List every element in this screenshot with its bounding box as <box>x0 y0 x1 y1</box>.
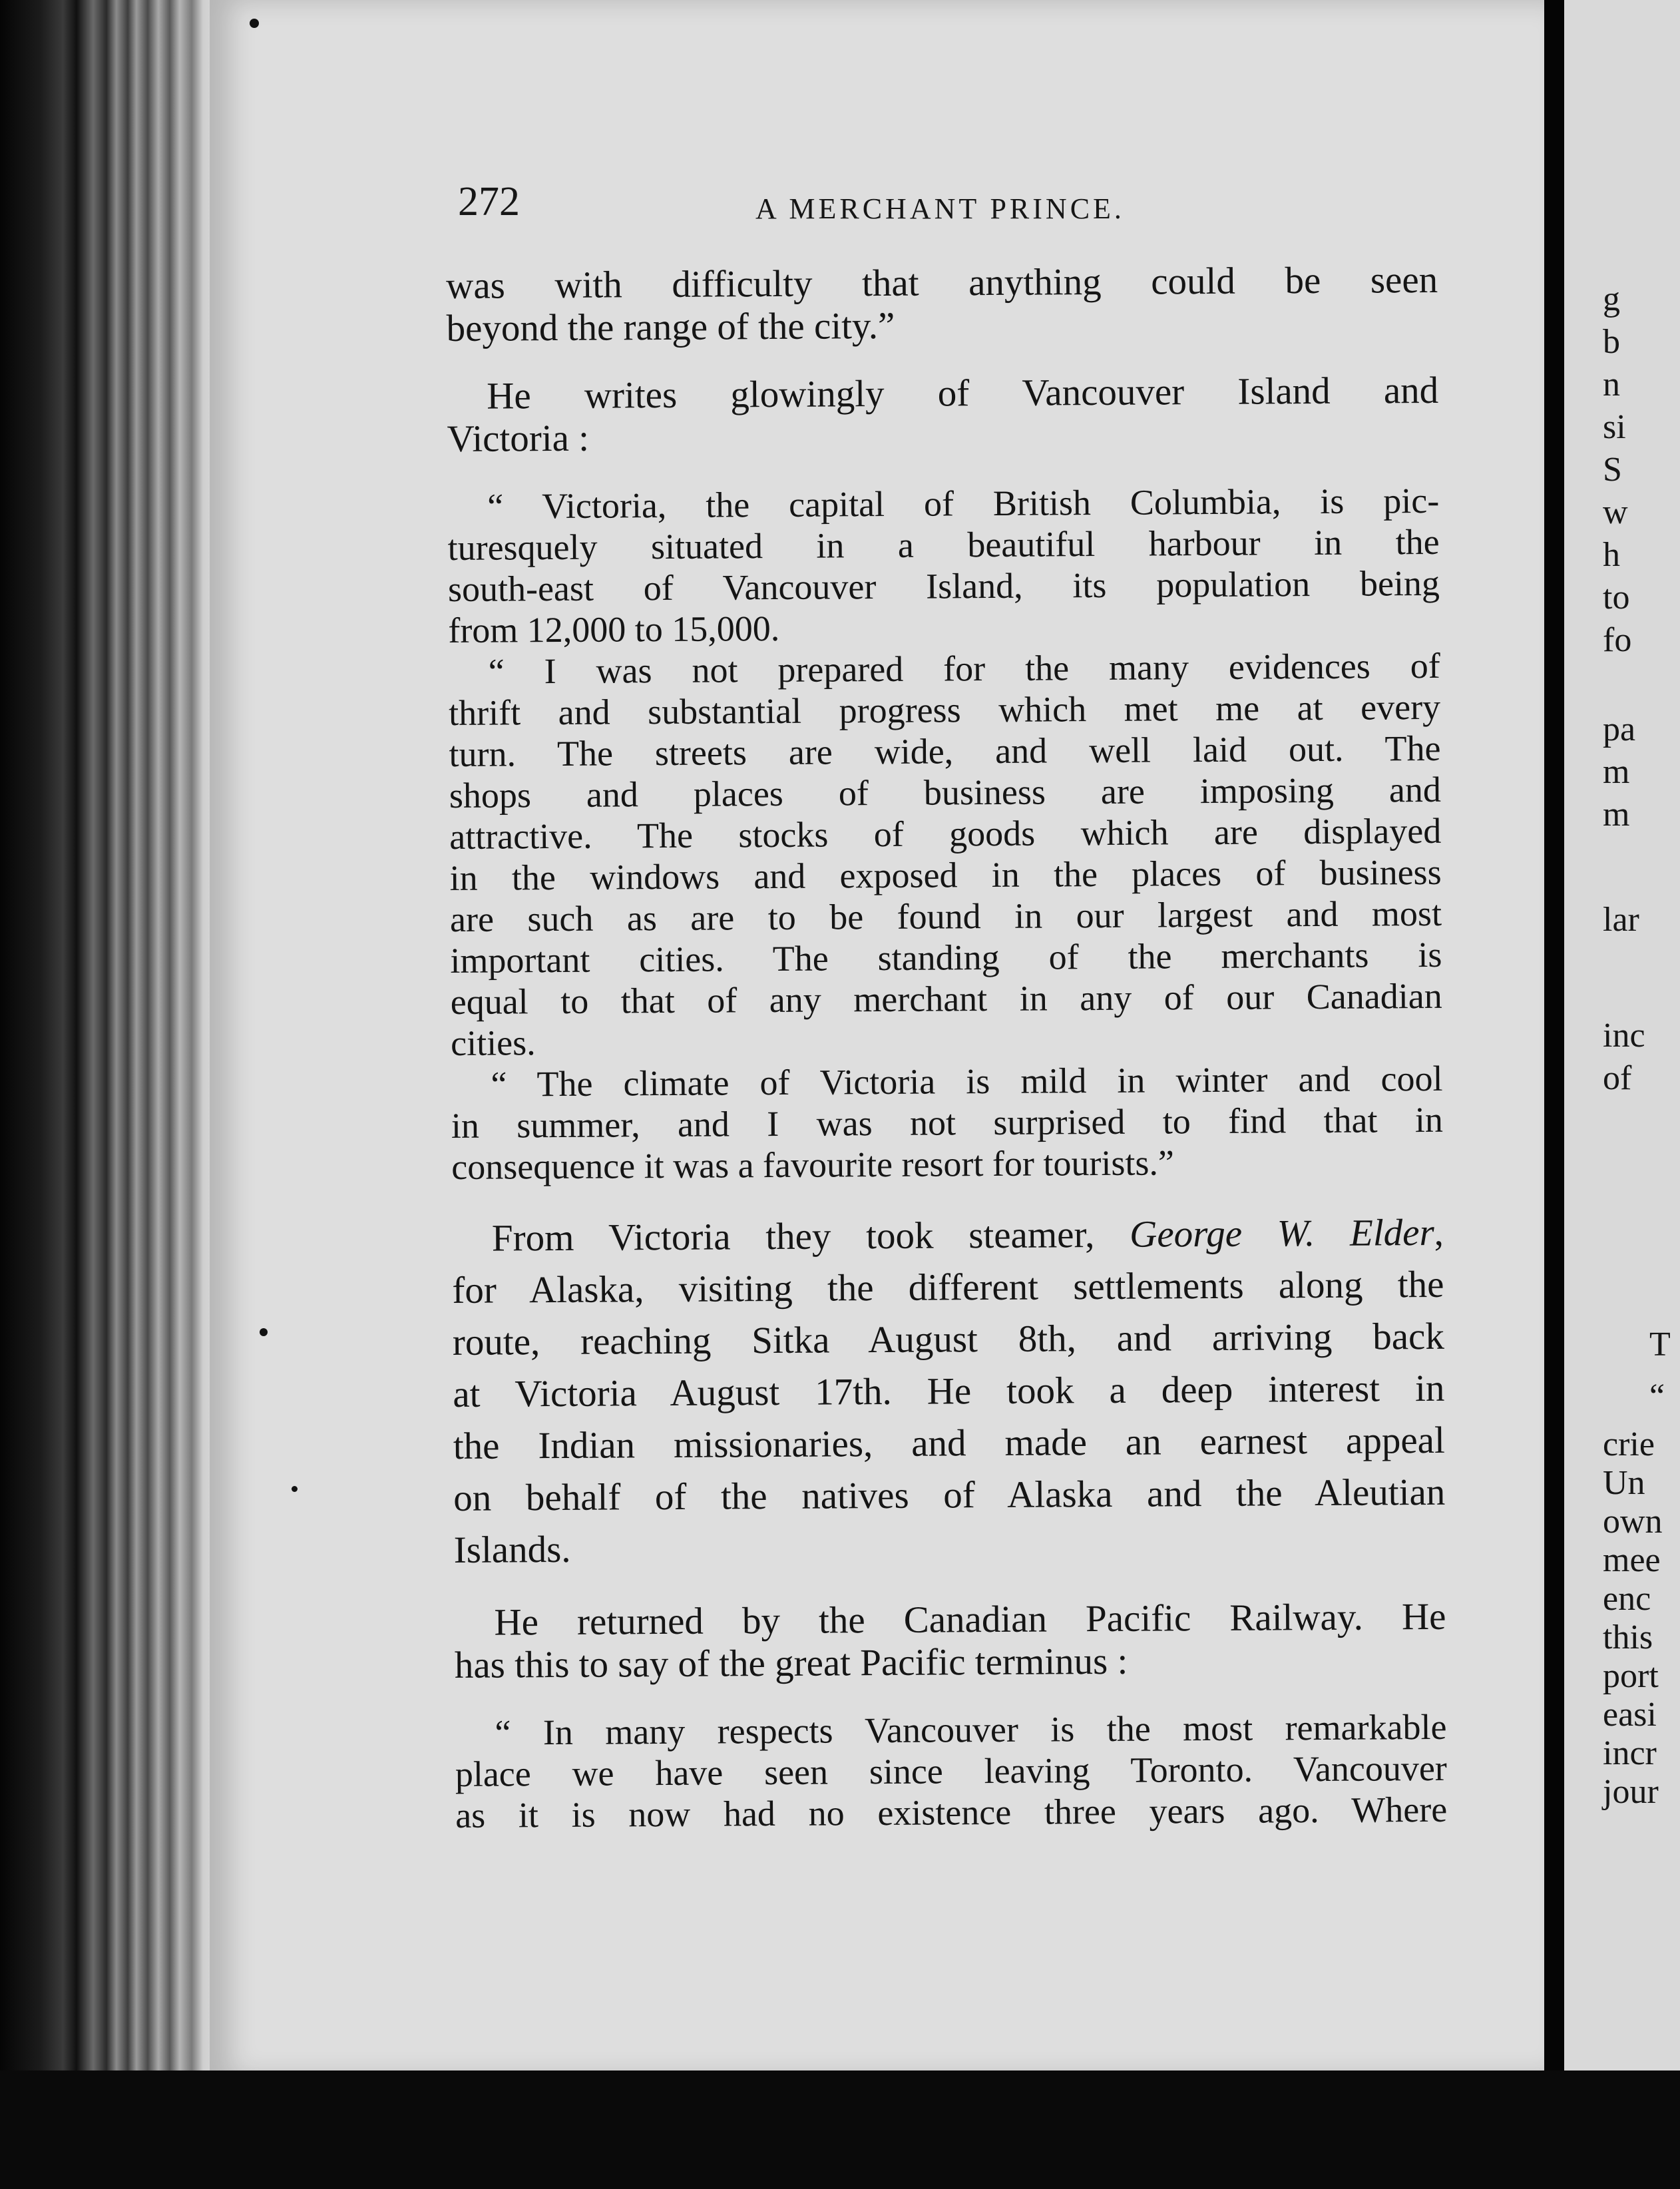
text-fragment: From Victoria they took steamer, George W. Elder, <box>491 1211 1444 1260</box>
running-head: A MERCHANT PRINCE. <box>755 192 1125 225</box>
fragment-text: g <box>1603 280 1620 318</box>
text-line: “ In many respects Vancouver is the most remarkable <box>495 1706 1447 1753</box>
paragraph <box>454 1596 1446 1687</box>
fragment-text: fo <box>1603 621 1632 659</box>
paragraph <box>447 369 1439 461</box>
fragment-text: port <box>1603 1657 1659 1695</box>
page-number: 272 <box>458 179 520 224</box>
quoted-paragraph <box>451 1058 1443 1188</box>
fragment-text: incr <box>1603 1734 1657 1772</box>
text-line: cities. <box>450 1023 536 1063</box>
text-line: beyond the range of the city.” <box>446 304 895 350</box>
fragment-text: m <box>1603 753 1630 791</box>
text-line: important cities. The standing of the merchants is <box>450 934 1442 981</box>
text-line: has this to say of the great Pacific terminus : <box>454 1640 1128 1686</box>
text-line: as it is now had no existence three years ago. Where <box>455 1789 1448 1835</box>
text-line: place we have seen since leaving Toronto. Vancouver <box>455 1748 1448 1794</box>
fragment-text: h <box>1603 536 1620 574</box>
fragment-text: jour <box>1603 1773 1659 1811</box>
fragment-text: w <box>1603 493 1628 531</box>
fragment-text: Un <box>1603 1464 1645 1502</box>
quoted-paragraph <box>447 480 1440 651</box>
text-line: route, reaching Sitka August 8th, and arriving back <box>452 1315 1445 1363</box>
scan-speck <box>292 1486 298 1492</box>
text-line: He returned by the Canadian Pacific Railway. He <box>494 1595 1446 1644</box>
text-line: “ Victoria, the capital of British Columbia, is pic- <box>487 480 1440 527</box>
scan-bottom-edge <box>0 2070 1680 2189</box>
quoted-paragraph <box>449 645 1443 1064</box>
text-line: thrift and substantial progress which met me at every <box>448 686 1441 733</box>
quoted-paragraph <box>455 1706 1447 1836</box>
fragment-text: lar <box>1603 901 1639 939</box>
fragment-text: pa <box>1603 710 1636 748</box>
text-line: Islands. <box>453 1528 571 1571</box>
text-line: in summer, and I was not surprised to find that in <box>451 1099 1444 1146</box>
text-line: “ I was not prepared for the many evidences of <box>488 645 1440 692</box>
fragment-text: b <box>1603 323 1620 361</box>
text-line: Victoria : <box>447 417 590 460</box>
text-line: are such as are to be found in our largest and most <box>449 893 1442 939</box>
text-line: south-east of Vancouver Island, its population being <box>447 563 1440 609</box>
fragment-text: this <box>1603 1618 1653 1656</box>
scan-speck <box>260 1328 268 1336</box>
text-line: on behalf of the natives of Alaska and the Aleutian <box>453 1471 1446 1519</box>
fragment-text: m <box>1603 796 1630 834</box>
text-line: equal to that of any merchant in any of our Canadian <box>450 975 1442 1022</box>
fragment-text: crie <box>1603 1425 1655 1463</box>
fragment-text: mee <box>1603 1541 1661 1579</box>
text-line: for Alaska, visiting the different settlements along the <box>452 1263 1444 1312</box>
text-line: was with difficulty that anything could be seen <box>446 258 1438 307</box>
fragment-text: T <box>1649 1326 1671 1363</box>
text-line: “ The climate of Victoria is mild in winter and cool <box>491 1058 1443 1104</box>
book-binding-edge <box>0 0 220 2189</box>
page-body <box>446 259 1447 1836</box>
fragment-text: n <box>1603 365 1620 403</box>
text-line: He writes glowingly of Vancouver Island and <box>487 369 1439 417</box>
fragment-text: “ <box>1649 1377 1665 1415</box>
text-line: turesquely situated in a beautiful harbour in the <box>447 521 1440 568</box>
text-line: attractive. The stocks of goods which are displayed <box>449 810 1442 857</box>
fragment-text: own <box>1603 1503 1663 1541</box>
ship-name: George W. Elder <box>1129 1211 1434 1256</box>
text-line: turn. The streets are wide, and well laid out. The <box>449 728 1441 774</box>
scan-speck <box>250 19 259 28</box>
fragment-text: easi <box>1603 1696 1657 1734</box>
fragment-text: enc <box>1603 1580 1651 1618</box>
text-line: at Victoria August 17th. He took a deep interest in <box>453 1367 1445 1415</box>
fragment-text: of <box>1603 1059 1632 1097</box>
text-line: the Indian missionaries, and made an earnest appeal <box>453 1419 1446 1467</box>
text-line: from 12,000 to 15,000. <box>448 608 780 650</box>
fragment-text: inc <box>1603 1017 1645 1055</box>
fragment-text: si <box>1603 408 1626 446</box>
fragment-text: to <box>1603 579 1630 616</box>
text-line: in the windows and exposed in the places of business <box>449 851 1442 898</box>
text-line: consequence it was a favourite resort for tourists.” <box>451 1142 1175 1187</box>
paragraph <box>446 259 1438 350</box>
paragraph <box>452 1207 1446 1577</box>
text-line: shops and places of business are imposing and <box>449 769 1442 816</box>
fragment-text: S <box>1603 451 1622 489</box>
text-line <box>452 1207 1444 1265</box>
